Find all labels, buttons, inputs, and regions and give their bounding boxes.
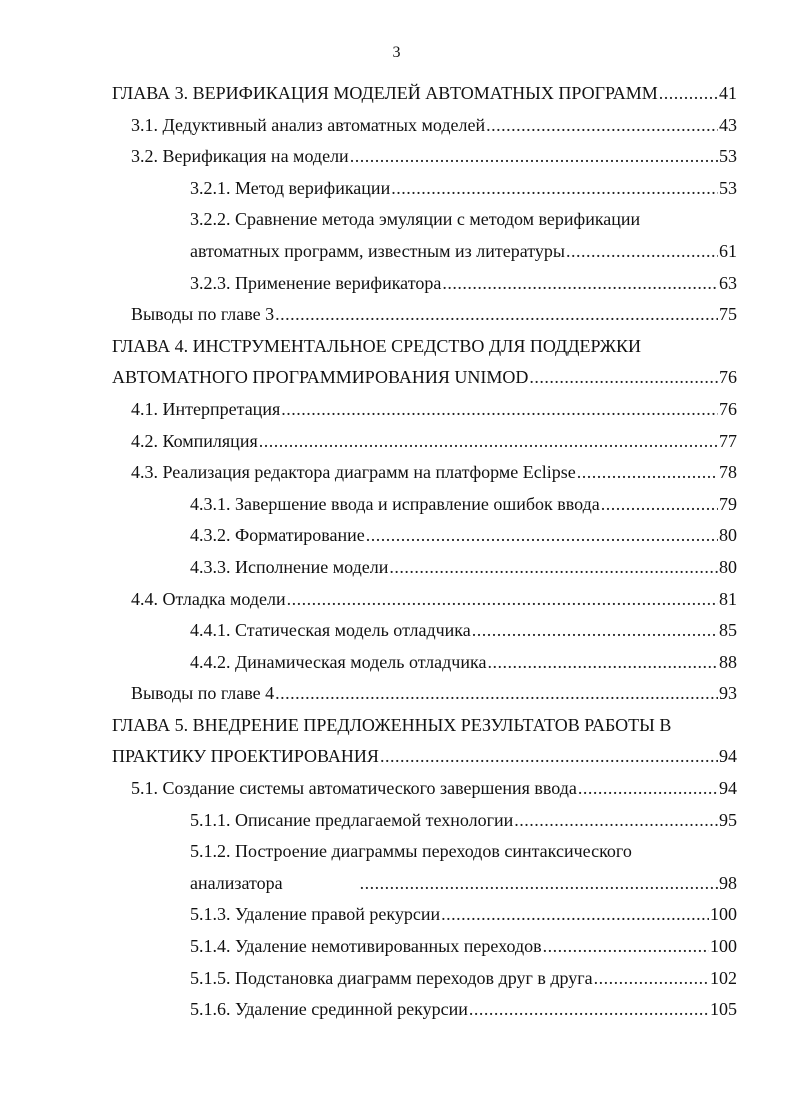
dot-leader (391, 173, 718, 205)
toc-entry-4-3 (0, 457, 793, 489)
toc-entry-text: ГЛАВА 3. ВЕРИФИКАЦИЯ МОДЕЛЕЙ АВТОМАТНЫХ ПРОГРАММ (112, 83, 658, 103)
toc-entry-text: Выводы по главе 4 (131, 683, 275, 704)
dot-leader (350, 141, 718, 173)
toc-entry-text: 3.2.1. Метод верификации (190, 177, 391, 198)
dot-leader (259, 426, 718, 458)
toc-entry-page: 75 (719, 304, 737, 325)
dot-leader (442, 268, 718, 300)
toc-entry-page: 98 (719, 872, 737, 893)
toc-entry-page: 63 (719, 272, 737, 293)
toc-entry-text: 5.1.5. Подстановка диаграмм переходов друг в друга (190, 967, 593, 988)
toc-entry-page: 53 (719, 146, 737, 167)
toc-entry-3-2-1 (0, 173, 793, 205)
dot-leader (389, 552, 718, 584)
table-of-contents (0, 78, 793, 1026)
toc-entry-4-4-1 (0, 615, 793, 647)
toc-entry-conclusions-3 (0, 299, 793, 331)
dot-leader (529, 362, 718, 394)
toc-entry-text: Выводы по главе 3 (131, 304, 275, 325)
toc-entry-page: 88 (719, 651, 737, 672)
toc-entry-text: автоматных программ, известным из литературы (190, 240, 566, 261)
toc-entry-page: 78 (719, 462, 737, 483)
toc-entry-page: 85 (719, 620, 737, 641)
toc-entry-page: 81 (719, 588, 737, 609)
dot-leader (275, 299, 718, 331)
toc-entry-chapter-4-part2 (0, 362, 793, 394)
toc-entry-text: 4.3.3. Исполнение модели (190, 556, 389, 577)
dot-leader (472, 615, 718, 647)
toc-entry-3-2-3 (0, 268, 793, 300)
dot-leader (486, 110, 718, 142)
toc-entry-text: ГЛАВА 4. ИНСТРУМЕНТАЛЬНОЕ СРЕДСТВО ДЛЯ ПОДДЕРЖКИ (112, 335, 642, 356)
dot-leader (514, 805, 718, 837)
dot-leader (659, 78, 718, 110)
toc-entry-page: 79 (719, 493, 737, 514)
toc-entry-chapter-3 (0, 78, 793, 110)
toc-entry-text: 4.3.2. Форматирование (190, 525, 365, 546)
dot-leader (360, 868, 718, 900)
toc-entry-4-1 (0, 394, 793, 426)
toc-entry-text: 5.1.1. Описание предлагаемой технологии (190, 809, 514, 830)
toc-entry-3-2-2-part2 (0, 236, 793, 268)
toc-entry-page: 100 (710, 936, 737, 957)
toc-entry-text: 5.1.4. Удаление немотивированных переходов (190, 936, 542, 957)
toc-entry-chapter-5-part2 (0, 741, 793, 773)
dot-leader (366, 520, 718, 552)
toc-entry-text: 5.1. Создание системы автоматического завершения ввода (131, 778, 577, 799)
dot-leader (281, 394, 718, 426)
toc-entry-text: 5.1.3. Удаление правой рекурсии (190, 904, 441, 925)
toc-entry-text: 4.3.1. Завершение ввода и исправление ошибок ввода (190, 493, 600, 514)
toc-entry-page: 77 (719, 430, 737, 451)
toc-entry-page: 61 (719, 240, 737, 261)
toc-entry-page: 80 (719, 556, 737, 577)
dot-leader (566, 236, 718, 268)
toc-entry-page: 102 (710, 967, 737, 988)
toc-entry-3-1 (0, 110, 793, 142)
toc-entry-text: 4.3. Реализация редактора диаграмм на платформе Eclipse (131, 462, 576, 483)
toc-entry-text: анализатора (190, 872, 283, 893)
toc-entry-4-4-2 (0, 647, 793, 679)
toc-entry-text: 4.4. Отладка модели (131, 588, 286, 609)
toc-entry-text: 3.2.2. Сравнение метода эмуляции с методом верификации (190, 209, 641, 230)
dot-leader (601, 489, 718, 521)
toc-entry-text: 3.2. Верификация на модели (131, 146, 349, 167)
toc-entry-text: АВТОМАТНОГО ПРОГРАММИРОВАНИЯ UNIMOD (112, 367, 529, 388)
toc-entry-text: ГЛАВА 5. ВНЕДРЕНИЕ ПРЕДЛОЖЕННЫХ РЕЗУЛЬТАТОВ РАБОТЫ В (112, 714, 672, 735)
page-number: 3 (392, 44, 401, 61)
toc-entry-text: 3.2.3. Применение верификатора (190, 272, 442, 293)
toc-entry-conclusions-4 (0, 678, 793, 710)
toc-entry-page: 100 (710, 904, 737, 925)
dot-leader (487, 647, 718, 679)
toc-entry-text: 5.1.6. Удаление срединной рекурсии (190, 999, 468, 1020)
toc-entry-5-1-5 (0, 963, 793, 995)
toc-entry-page: 53 (719, 177, 737, 198)
toc-entry-5-1-1 (0, 805, 793, 837)
toc-entry-5-1-6 (0, 994, 793, 1026)
toc-entry-text: 4.4.2. Динамическая модель отладчика (190, 651, 487, 672)
toc-entry-text: 5.1.2. Построение диаграммы переходов синтаксического (190, 841, 632, 862)
toc-entry-text: 4.2. Компиляция (131, 430, 258, 451)
toc-entry-page: 80 (719, 525, 737, 546)
toc-entry-text: ПРАКТИКУ ПРОЕКТИРОВАНИЯ (112, 746, 379, 767)
toc-entry-page: 93 (719, 683, 737, 704)
toc-entry-page: 95 (719, 809, 737, 830)
toc-entry-page: 41 (719, 83, 737, 103)
toc-entry-5-1-2-part1 (0, 836, 793, 868)
dot-leader (578, 773, 718, 805)
toc-entry-page: 76 (719, 398, 737, 419)
toc-entry-page: 94 (719, 746, 737, 767)
toc-entry-page: 76 (719, 367, 737, 388)
toc-entry-4-4 (0, 584, 793, 616)
toc-entry-4-3-3 (0, 552, 793, 584)
toc-entry-text: 4.4.1. Статическая модель отладчика (190, 620, 471, 641)
dot-leader (543, 931, 709, 963)
toc-entry-5-1-4 (0, 931, 793, 963)
dot-leader (469, 994, 709, 1026)
toc-entry-page: 105 (710, 999, 737, 1020)
toc-entry-4-2 (0, 426, 793, 458)
dot-leader (441, 899, 709, 931)
dot-leader (594, 963, 709, 995)
dot-leader (577, 457, 718, 489)
toc-entry-5-1-2-part2 (0, 868, 793, 900)
toc-entry-5-1 (0, 773, 793, 805)
toc-entry-3-2-2-part1 (0, 204, 793, 236)
toc-entry-4-3-1 (0, 489, 793, 521)
toc-entry-chapter-5-part1 (0, 710, 793, 742)
dot-leader (380, 741, 718, 773)
toc-entry-text: 3.1. Дедуктивный анализ автоматных моделей (131, 114, 486, 135)
toc-entry-text: 4.1. Интерпретация (131, 398, 281, 419)
toc-entry-page: 43 (719, 114, 737, 135)
toc-entry-5-1-3 (0, 899, 793, 931)
dot-leader (287, 584, 718, 616)
dot-leader (275, 678, 718, 710)
toc-entry-3-2 (0, 141, 793, 173)
toc-entry-chapter-4-part1 (0, 331, 793, 363)
toc-entry-page: 94 (719, 778, 737, 799)
toc-entry-4-3-2 (0, 520, 793, 552)
